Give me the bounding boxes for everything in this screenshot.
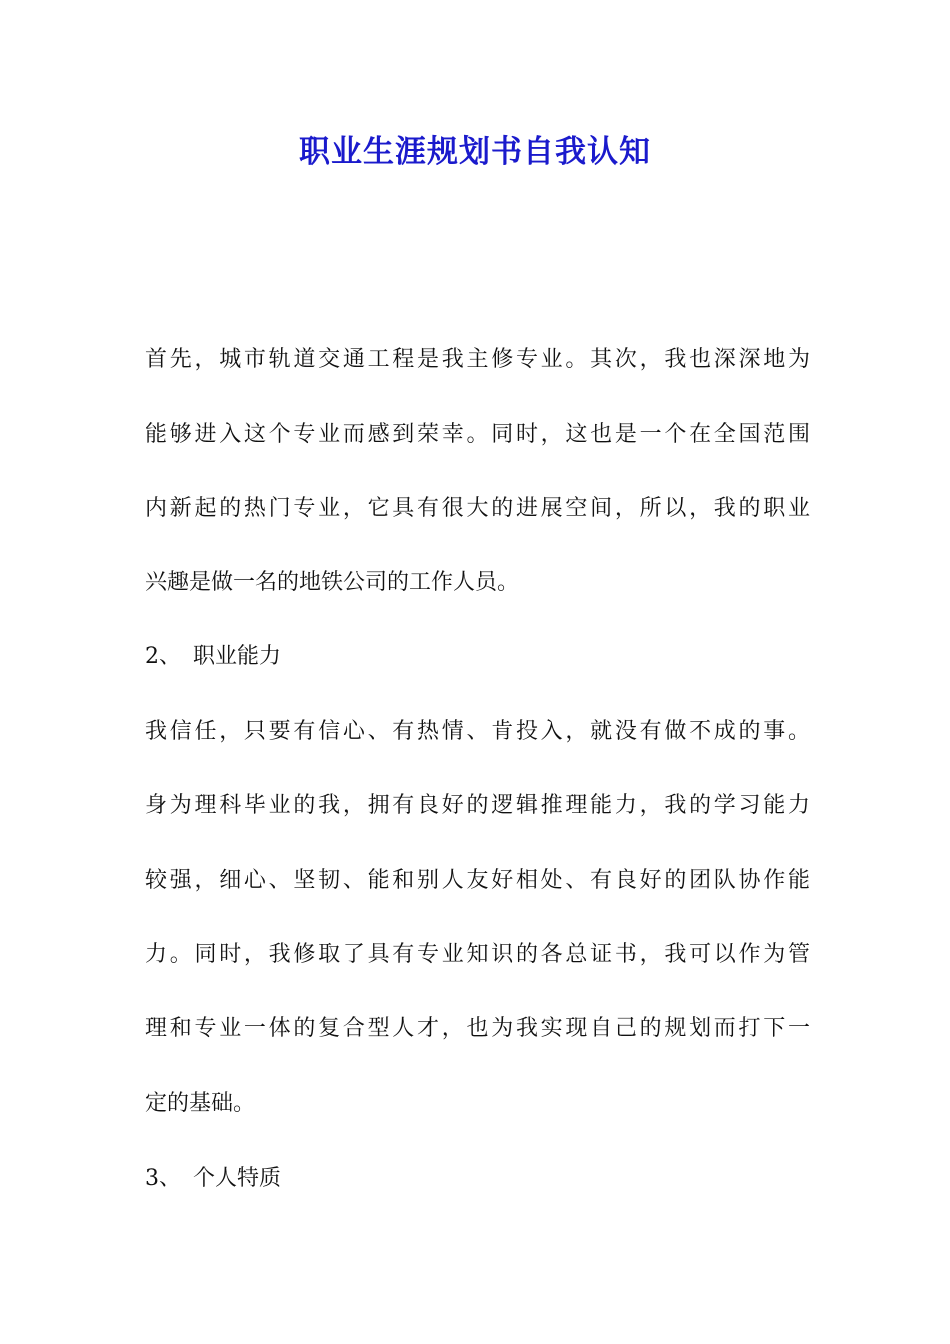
paragraph-1-line-2: 能够进入这个专业而感到荣幸。同时，这也是一个在全国范围 [145,422,810,447]
paragraph-2-line-3: 较强，细心、坚韧、能和别人友好相处、有良好的团队协作能 [145,868,810,893]
section-2-heading [145,637,281,677]
section-3-number: 3、 [145,1166,181,1191]
paragraph-1-line-3: 内新起的热门专业，它具有很大的进展空间，所以，我的职业 [145,496,810,521]
section-2-number: 2、 [145,644,181,669]
document-title: 职业生涯规划书自我认知 [299,134,651,170]
paragraph-2-line-6: 定的基础。 [145,1091,256,1116]
paragraph-2-line-2: 身为理科毕业的我，拥有良好的逻辑推理能力，我的学习能力 [145,793,810,818]
section-3-heading [145,1159,281,1199]
paragraph-2-line-4: 力。同时，我修取了具有专业知识的各总证书，我可以作为管 [145,942,810,967]
paragraph-2-line-1: 我信任，只要有信心、有热情、肯投入，就没有做不成的事。 [145,719,810,744]
section-3-title: 个人特质 [193,1166,282,1191]
paragraph-2-line-5: 理和专业一体的复合型人才，也为我实现自己的规划而打下一 [145,1016,810,1041]
paragraph-1-line-1: 首先，城市轨道交通工程是我主修专业。其次，我也深深地为 [145,347,810,372]
paragraph-1-line-4: 兴趣是做一名的地铁公司的工作人员。 [145,570,520,595]
section-2-title: 职业能力 [193,644,282,669]
